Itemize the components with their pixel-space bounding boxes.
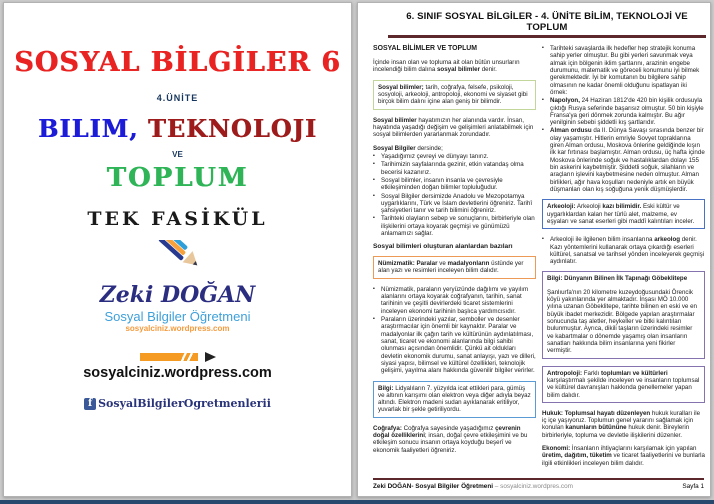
arrow-tip (205, 352, 216, 362)
right-column (542, 45, 705, 473)
left-column (373, 45, 536, 473)
text-run: Yaşadığımız çevreyi ve dünyayı tanırız. (381, 152, 489, 160)
info-box-purple (542, 271, 705, 358)
text-run: da II. Dünya Savaşı sırasında benzer bir olay yaşamıştır. Hitlerin emriyle Sovyet topraklarına giren Alman ordusu, Moskova önlerine geldiğinde kışın ilk kar fırtınası başlamıştır. Alman ordusu, üç hafta içinde Moskova önlerinde soğuk ve hastalıklardan dolayı 155 bin askerini kaybetmiştir. Şiddetli soğuk, silahların ve araçların işlevini kaybetmesine neden olmuştur. Alman birlikleri, ağır hava koşulları nedeniyle artık en büyük düşmanları olan kış soğuğuna yenik düşmüşlerdir. (550, 127, 705, 193)
text-run: Sosyal bilimler, insanın insanla ve çevresiyle etkileşiminden doğan bilimler topluluğudur. (381, 176, 503, 192)
bullet-item (542, 45, 705, 96)
text-run: Şanlıurfa'nın 20 kilometre kuzeydoğusundaki Örencik köyü yakınlarında yer almaktadır. İnşası MÖ 10.000 yılına uzanan Göbeklitepe, tarihte bilinen en eski ve en büyük ibadet merkezidir. Bölgede yapılan araştırmalar sonucunda taş aletler, heykeller ve bitki kalıntıları bulunmuştur. Ayrıca, dikili taşların üzerindeki resimler ve kabartmalar o dönemde yaşamış olan insanların sanatları hakkında bilim insanlarına yeni fikirler vermiştir. (547, 288, 697, 355)
text-run-bold: Arkeoloji: (547, 203, 576, 211)
cover-fascicle-label: TEK FASİKÜL (87, 208, 268, 230)
footer-page-number: Sayfa 1 (682, 483, 704, 490)
text-run: İçinde insan olan ve topluma ait olan bütün unsurların incelendiği bilim dalına (373, 59, 520, 74)
text-run: Tarihimizin sayfalarında gezinir, etkin vatandaş olma becerisi kazanırız. (381, 161, 524, 176)
text-run: üstünde yer alan yazı ve resimleri inceleyen bilim dalıdır. (378, 260, 524, 275)
cover-title: SOSYAL BİLGİLER 6 (14, 47, 341, 78)
text-run-bold: Napolyon, (550, 97, 580, 105)
text-run-bold: sosyal bilimler (436, 66, 480, 74)
text-run: hukuk kuralları ile iç içe yaşıyoruz. Toplumun genel yararını sağlamak için konulan (542, 409, 701, 432)
text-run-bold: Ekonomi: (542, 445, 571, 453)
text-run: Tarihteki olayların sebep ve sonuçlarını, birbirleriyle olan ilişkilerini ortaya koyarak geçmişi ve günümüzü anlamamızı sağlar. (381, 215, 535, 238)
author-name: Zeki DOĞAN (99, 282, 256, 308)
footer-author-bold: Zeki DOĞAN- Sosyal Bilgiler Öğretmeni (373, 483, 494, 490)
info-box-navy (542, 199, 705, 229)
text-run: Coğrafya sayesinde yaşadığımız (401, 424, 496, 432)
text-run: Nümizmatik, paraların yeryüzünde dağılımı ve yayılım alanlarını ortaya koyarak coğrafyanın, tarihin, sanat tarihinin ve çeşitli devirlerdeki ticaret sistemlerini inceleyen ekonomi tarihinin başlıca yardımcısıdır. (381, 285, 529, 315)
bullet-item (542, 127, 705, 193)
bullet-item (373, 161, 536, 176)
text-run: ve (437, 260, 448, 268)
info-box-green (373, 80, 536, 110)
box-title: Bilgi: Dünyanın Bilinen İlk Tapınağı Göbeklitepe (547, 275, 688, 283)
paragraph (373, 145, 536, 152)
website-link[interactable]: sosyalciniz.wordpress.com (83, 365, 272, 381)
text-run-bold: Nümizmatik: Paralar (378, 260, 438, 268)
text-run: 24 Haziran 1812'de 420 bin kişilik ordusuyla çıktığı Rusya seferinde başarısız olmuştur. 50 bin kişiyle Fransa'ya geri dönmek zorunda kalmıştır. Bu ağır yenilginin sebebi şiddetli kış şartlarıdır. (550, 97, 704, 127)
text-run-bold: Hukuk: Toplumsal hayatı düzenleyen (542, 409, 651, 417)
page-footer (373, 483, 704, 490)
text-run: denir. (479, 66, 497, 74)
cover-subject-bilim: BILIM, (37, 114, 139, 143)
text-run-bold: kazı bilimidir. (602, 203, 642, 211)
text-run-bold: Alman ordusu (550, 127, 592, 135)
info-box-blue (373, 381, 536, 418)
text-run: Eski kültür ve uygarlıklardan kalan her türlü alet, malzeme, ev eşyaları ve sanat eserleri gibi maddî kalıntıları inceler. (547, 203, 695, 225)
bullet-item (373, 316, 536, 375)
footer-author (373, 483, 573, 490)
pencil-logo-icon (4, 240, 351, 286)
text-run-bold: kanunların bütününe (565, 424, 627, 432)
text-run-bold: Antropoloji: (547, 369, 583, 377)
cover-unit-label: 4.ÜNİTE (156, 93, 199, 103)
bullet-item (373, 153, 536, 160)
text-run-bold: madalyonların (447, 260, 490, 268)
info-box-orange (373, 256, 536, 279)
text-run: hayatımızın her alanında vardır. İnsan, hayatında yaşadığı değişim ve gelişimleri anlatabilmek için sosyal bilimlerden yararlanmak zorundadır. (373, 116, 534, 139)
paragraph (373, 117, 536, 139)
text-run: Tarihteki savaşlarda ilk hedefler hep stratejik konuma sahip yerler olmuştur. Bu gibi yerleri savunmak veya almak için bölgenin iklim şartlarını, arazinin engebe durumunu, matematik ve göreceli konumunu iyi bilmek gerekmektedir. İyi bir komutanın bu bilgilere sahip olmasının ne kadar önemli olduğunu ispatlayan iki örnek: (550, 45, 700, 96)
bullet-item (542, 236, 705, 265)
pencil-arrow-icon (4, 352, 351, 362)
bullet-list (373, 286, 536, 375)
text-run: dersinde; (415, 144, 443, 152)
content-page (357, 2, 711, 497)
footer-author-site: – sosyalciniz.wordpres.com (493, 483, 573, 490)
text-run: Arkeoloji (575, 203, 603, 211)
paragraph (542, 410, 705, 439)
paragraph (373, 425, 536, 454)
text-run: ; insan, doğal çevre etkileşimini ve bu etkileşim sonucu insanın ortaya koyduğu beşerî ve ekonomik faaliyetleri öğreniriz. (373, 432, 528, 454)
facebook-row[interactable] (4, 397, 351, 410)
cover-toplum-label: TOPLUM (106, 163, 249, 193)
text-run-bold: SOSYAL BİLİMLER VE TOPLUM (373, 45, 478, 52)
facebook-f-icon: f (84, 398, 96, 410)
info-box-purple (542, 366, 705, 403)
facebook-page-name: SosyalBilgilerOgretmenlerii (98, 397, 271, 410)
bullet-item (373, 286, 536, 315)
cover-subject-line (4, 114, 351, 143)
text-run-bold: Coğrafya: (373, 424, 402, 432)
bullet-item (542, 97, 705, 126)
paragraph (542, 445, 705, 467)
cover-ve-label: VE (172, 150, 183, 159)
text-run-bold: Sosyal bilimleri oluşturan alanlardan bazıları (373, 243, 513, 251)
text-run-bold: Sosyal bilimler (373, 116, 417, 124)
text-run: karşılaştırmalı şekilde inceleyen ve insanların toplumsal ve kültürel davranışları hakkında genellemeler yapan bilim dalıdır. (547, 376, 700, 399)
text-run-bold: üretim, dağıtım, tüketim (542, 452, 612, 460)
author-site-link[interactable]: sosyalciniz.wordpress.com (125, 324, 230, 333)
text-run: Farklı (582, 369, 601, 377)
bullet-item (373, 177, 536, 192)
bullet-item (373, 215, 536, 237)
cover-page (3, 2, 352, 497)
text-run-bold: çevrenin doğal özelliklerini (373, 424, 521, 440)
viewer-bottom-edge (0, 500, 714, 504)
section-heading (373, 243, 536, 251)
text-run-bold: arkeolog (654, 236, 681, 244)
footer-rule (373, 478, 704, 481)
bullet-list (373, 153, 536, 237)
bullet-item (373, 193, 536, 215)
header-rule (388, 35, 706, 38)
text-run: ve ticaret faaliyetlerini ve bunlarla ilgili etkinlikleri inceleyen bilim dalıdır. (542, 452, 705, 467)
text-run: İnsanların ihtiyaçlarını karşılamak için yapılan (570, 445, 697, 453)
cover-subject-teknoloji: TEKNOLOJI (138, 114, 318, 143)
pencil-bar (140, 353, 198, 361)
text-run-bold: Sosyal Bilgiler (373, 144, 416, 152)
text-run: Paraların üzerindeki yazılar, semboller ve desenler araştırmacılar için önemli bir kaynaktır. Paralar ve madalyonlar ilk çağın tarih ve kültürünün aydınlatılması, sanat, ticaret ve ekonomi alanlarında bilgi sahibi olunması açısından önemlidir. Çünkü ait oldukları devletin ekonomik durumu, sanat anlayışı, yazı ve dilleri, siyasi yapısı, bilimsel ve kültürel özellikleri, teknolojik gelişimi, yayılma alanı hakkında güvenilir bilgiler verirler. (381, 316, 536, 375)
text-run: Arkeoloji ile ilgilenen bilim insanlarına (550, 236, 655, 244)
text-run: tarih, coğrafya, felsefe, psikoloji, sosyoloji, arkeoloji, antropoloji, ekonomi ve siyaset gibi birçok bilim dalını içine alan geniş bir bilimdir. (378, 83, 528, 106)
bullet-list (542, 45, 705, 193)
text-run: Lidyalıların 7. yüzyılda icat ettikleri para, gümüş ve altının karışımı olan elektron veya diğer adıyla beyaz altındı. Elektron madeni sudan ayıklanarak eritiliyor, yuvarlak bir şekle getiriliyordu. (378, 384, 531, 414)
section-heading (373, 45, 536, 53)
text-run: denir. Kazı yöntemlerini kullanarak ortaya çıkardığı eserleri kültürel, sanatsal ve tarihsel yönden inceleyerek geçmişi aydınlatır. (550, 236, 705, 266)
text-run: Sosyal Bilgiler dersimizde Anadolu ve Mezopotamya uygarlıklarını, Türk ve İslam devletlerini öğreniriz. Tarihî şahsiyetleri tanır ve tarih bilimini öğreniriz. (381, 192, 533, 215)
text-run-bold: Bilgi: (378, 384, 394, 392)
page-header-title: 6. SINIF SOSYAL BİLGİLER - 4. ÜNİTE BİLİM, TEKNOLOJİ VE TOPLUM (406, 11, 688, 33)
bullet-list (542, 236, 705, 265)
text-run-bold: Sosyal bilimler; (378, 83, 424, 91)
paragraph (373, 59, 536, 74)
author-title: Sosyal Bilgiler Öğretmeni (104, 309, 251, 324)
two-column-body (373, 45, 705, 473)
text-run: hukuk denir. Bireylerin birbirleriyle, topluma ve devletle ilişkilerini düzenler. (542, 424, 690, 439)
text-run-bold: toplumları ve kültürleri (600, 369, 668, 377)
